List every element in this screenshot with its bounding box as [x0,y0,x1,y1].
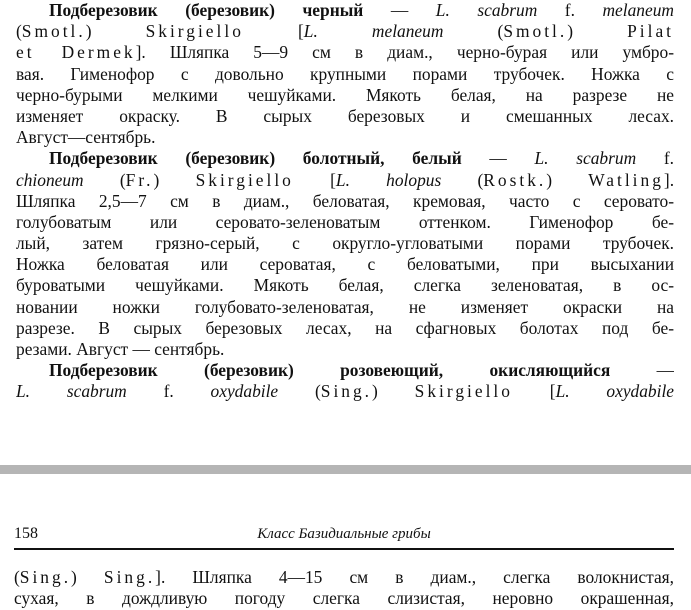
text-line: резами. Август — сентябрь. [16,339,225,359]
upper-page-text [16,0,674,403]
text-line: сухая, в дождливую погоду слегка слизистая, неровно окрашенная, [14,588,674,609]
page-number: 158 [14,525,38,542]
text-line: (Smotl.) Skirgiello [L. melaneum (Smotl.) Pilat [16,21,674,42]
page-break-band [0,465,691,474]
text-line: L. scabrum f. oxydabile (Sing.) Skirgiello [L. oxydabile [16,381,674,402]
text-line: вая. Гименофор с довольно крупными порами трубочек. Ножка с [16,63,674,84]
text-line: лый, затем грязно-серый, с округло-угловатыми порами трубочек. [16,233,674,254]
text-line: буроватыми чешуйками. Мякоть белая, слегка зеленоватая, в ос- [16,275,674,296]
text-line: голубоватым или серовато-зеленоватым оттенком. Гименофор бе- [16,211,674,232]
text-line: Подберезовик (березовик) черный — L. scabrum f. melaneum [49,0,674,20]
text-line: Подберезовик (березовик) розовеющий, окисляющийся — [49,360,674,381]
text-line: новании ножки голубовато-зеленоватая, не изменяет окраски на [16,296,674,317]
header-rule [14,548,674,550]
text-line: Ножка беловатая или сероватая, с беловатыми, при высыхании [16,254,674,275]
text-line: черно-бурыми мелкими чешуйками. Мякоть белая, на разрезе не [16,84,674,105]
text-line: (Sing.) Sing.]. Шляпка 4—15 см в диам., слегка волокнистая, [14,567,674,587]
text-line: Подберезовик (березовик) болотный, белый — L. scabrum f. [49,148,674,169]
text-line: Август—сентябрь. [16,127,156,148]
text-line: chioneum (Fr.) Skirgiello [L. holopus (Rostk.) Watling]. [16,169,674,190]
text-line: et Dermek]. Шляпка 5—9 см в диам., черно-бурая или умбро- [16,42,674,63]
text-line: Шляпка 2,5—7 см в диам., беловатая, кремовая, часто с серовато- [16,190,674,211]
running-head [14,524,674,546]
running-title: Класс Базидиальные грибы [257,526,431,542]
lower-page-text [14,567,674,609]
text-line: разрезе. В сырых березовых лесах, на сфагновых болотах под бе- [16,317,674,338]
text-line: изменяет окраску. В сырых березовых и смешанных лесах. [16,105,674,126]
